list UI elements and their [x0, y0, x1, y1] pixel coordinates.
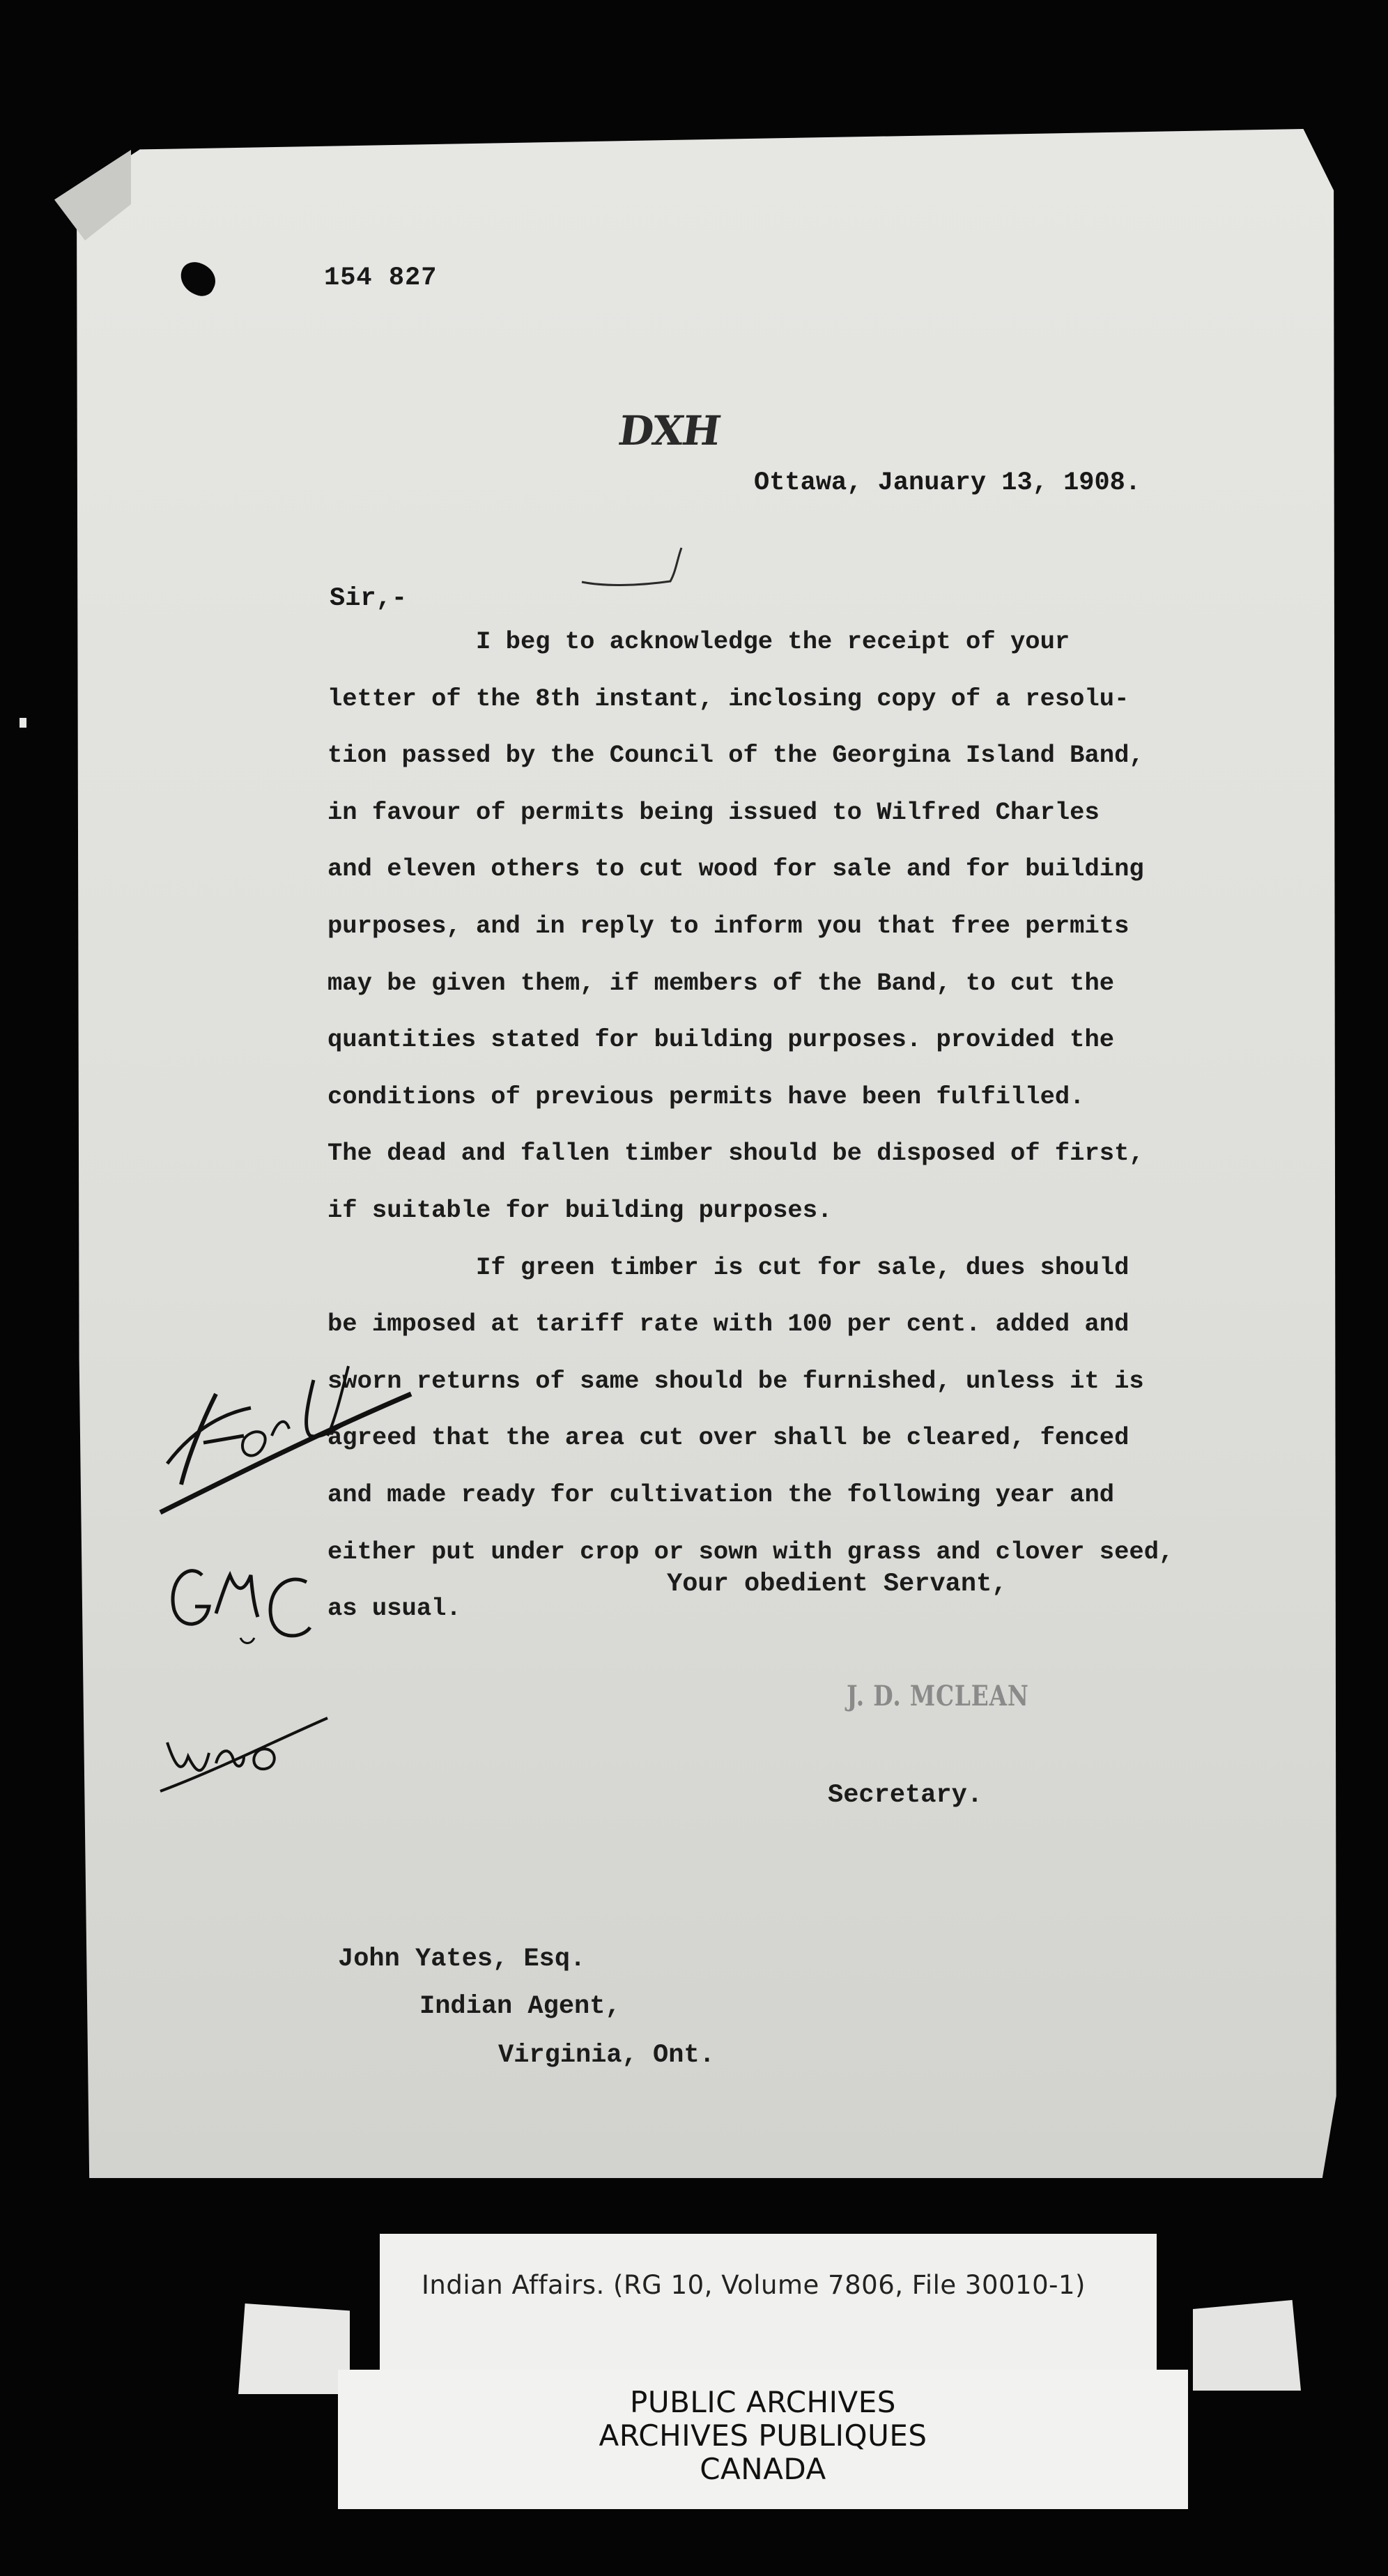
letter-body	[327, 613, 1254, 1637]
body-line: be imposed at tariff rate with 100 per cent. added and	[327, 1310, 1129, 1339]
signature-stamp: J. D. MCLEAN	[847, 1680, 1029, 1712]
reference-number: 154 827	[324, 263, 438, 293]
body-line: as usual.	[327, 1594, 461, 1623]
archive-reference-card	[380, 2234, 1157, 2373]
archive-reference: Indian Affairs. (RG 10, Volume 7806, File 30010-1)	[422, 2270, 1086, 2300]
body-line: The dead and fallen timber should be disposed of first,	[327, 1139, 1144, 1168]
file-stamp: DXH	[615, 407, 723, 454]
addressee-place: Virginia, Ont.	[498, 2041, 715, 2070]
archive-stub-right	[1193, 2300, 1301, 2391]
body-line: purposes, and in reply to inform you that free permits	[327, 911, 1129, 940]
archive-stamp-line: ARCHIVES PUBLIQUES	[599, 2418, 927, 2453]
body-line: quantities stated for building purposes. provided the	[327, 1025, 1115, 1055]
body-line: and eleven others to cut wood for sale and for building	[327, 854, 1144, 884]
body-line: may be given them, if members of the Band, to cut the	[327, 968, 1115, 997]
archive-stamp-line: PUBLIC ARCHIVES	[630, 2385, 896, 2419]
archive-stub-left	[238, 2303, 350, 2394]
signatory-title: Secretary.	[828, 1781, 983, 1810]
salutation: Sir,-	[330, 584, 408, 613]
body-line: and made ready for cultivation the following year and	[327, 1480, 1115, 1509]
handwritten-initials	[139, 1352, 446, 1840]
body-line: if suitable for building purposes.	[327, 1195, 833, 1225]
body-line: I beg to acknowledge the receipt of your	[327, 627, 1070, 656]
body-line: conditions of previous permits have been fulfilled.	[327, 1082, 1085, 1111]
archive-stamp-line: CANADA	[700, 2452, 826, 2486]
body-line: If green timber is cut for sale, dues should	[327, 1252, 1129, 1282]
addressee-name: John Yates, Esq.	[338, 1945, 586, 1974]
date-line: Ottawa, January 13, 1908.	[754, 468, 1141, 498]
archive-stamp	[338, 2370, 1188, 2509]
body-line: in favour of permits being issued to Wilfred Charles	[327, 797, 1100, 827]
closing-line: Your obedient Servant,	[667, 1570, 1008, 1599]
body-line: sworn returns of same should be furnished, unless it is	[327, 1366, 1144, 1395]
body-line: either put under crop or sown with grass and clover seed,	[327, 1537, 1174, 1566]
edge-speck	[20, 718, 26, 728]
body-line: tion passed by the Council of the Georgina Island Band,	[327, 741, 1144, 770]
addressee-title: Indian Agent,	[419, 1992, 621, 2021]
body-line: agreed that the area cut over shall be cleared, fenced	[327, 1423, 1129, 1452]
body-line: letter of the 8th instant, inclosing copy of a resolu-	[327, 684, 1129, 713]
check-mark-icon	[578, 544, 690, 599]
